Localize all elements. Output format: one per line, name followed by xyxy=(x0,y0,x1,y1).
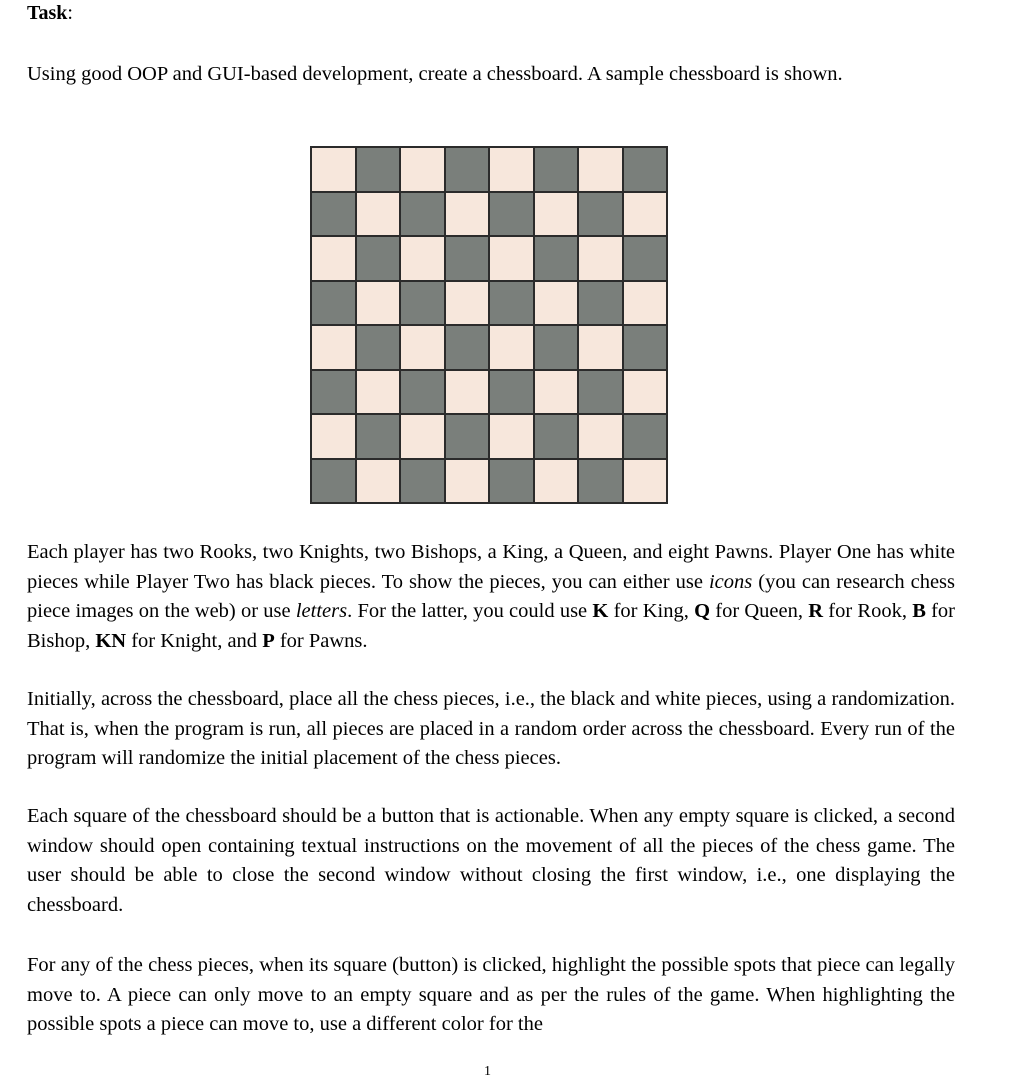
board-square-dark xyxy=(489,281,534,326)
board-square-light xyxy=(578,414,623,459)
rook-letter: R xyxy=(808,600,824,622)
board-square-dark xyxy=(400,281,445,326)
board-square-light xyxy=(400,236,445,281)
board-square-dark xyxy=(623,147,668,192)
board-square-dark xyxy=(400,459,445,504)
board-square-dark xyxy=(400,370,445,415)
pieces-text-9: for Pawns. xyxy=(274,629,368,652)
board-square-dark xyxy=(489,192,534,237)
board-square-light xyxy=(356,281,401,326)
board-square-light xyxy=(489,147,534,192)
board-square-light xyxy=(356,459,401,504)
pieces-text-2: (you can research chess piece images on the web) or use xyxy=(27,570,955,622)
board-square-dark xyxy=(445,147,490,192)
task-heading-label: Task xyxy=(27,2,68,24)
board-square-light xyxy=(445,192,490,237)
pieces-text-1: Each player has two Rooks, two Knights, two Bishops, a King, a Queen, and eight Pawns. Player One has white pieces while Player Two has black pieces. To show the pieces, you can either use xyxy=(27,541,955,593)
highlight-paragraph: For any of the chess pieces, when its square (button) is clicked, highlight the possible spots that piece can legally move to. A piece can only move to an empty square and as per the rules of the game. When highlighting the possible spots a piece can move to, use a different color for the xyxy=(27,954,955,1035)
board-square-dark xyxy=(311,459,356,504)
board-square-dark xyxy=(578,459,623,504)
board-square-light xyxy=(623,459,668,504)
board-square-light xyxy=(489,325,534,370)
board-square-light xyxy=(445,459,490,504)
pieces-text-5: for Queen, xyxy=(710,600,809,622)
board-square-dark xyxy=(534,236,579,281)
intro-paragraph: Using good OOP and GUI-based development, create a chessboard. A sample chessboard is shown. xyxy=(27,63,843,85)
pieces-text-6: for Rook, xyxy=(823,600,913,622)
letters-term: letters xyxy=(295,600,348,622)
board-square-light xyxy=(534,281,579,326)
board-square-dark xyxy=(489,459,534,504)
page-number: 1 xyxy=(484,1064,491,1079)
board-square-dark xyxy=(356,147,401,192)
board-square-dark xyxy=(445,236,490,281)
board-square-light xyxy=(356,370,401,415)
board-square-light xyxy=(578,147,623,192)
pieces-text-8: for Knight, and xyxy=(126,629,263,652)
board-square-dark xyxy=(534,414,579,459)
pieces-text-3: . For the latter, you could use xyxy=(347,600,593,622)
pieces-paragraph xyxy=(27,538,955,656)
board-square-dark xyxy=(356,236,401,281)
board-square-dark xyxy=(578,370,623,415)
board-square-dark xyxy=(311,192,356,237)
board-square-light xyxy=(311,236,356,281)
board-square-dark xyxy=(623,414,668,459)
board-square-dark xyxy=(534,325,579,370)
board-square-light xyxy=(623,192,668,237)
board-square-dark xyxy=(489,370,534,415)
icons-term: icons xyxy=(708,570,753,593)
task-heading xyxy=(27,2,73,25)
board-square-light xyxy=(311,147,356,192)
board-square-dark xyxy=(445,325,490,370)
board-square-light xyxy=(534,192,579,237)
board-square-light xyxy=(578,236,623,281)
king-letter: K xyxy=(592,600,609,622)
board-square-light xyxy=(489,236,534,281)
pieces-text-7: for Bishop, xyxy=(27,600,956,652)
board-square-light xyxy=(534,370,579,415)
board-square-dark xyxy=(356,325,401,370)
pawn-letter: P xyxy=(262,629,275,652)
knight-letters: KN xyxy=(95,629,127,652)
queen-letter: Q xyxy=(694,600,711,622)
board-square-dark xyxy=(400,192,445,237)
pieces-text-4: for King, xyxy=(608,600,695,622)
board-square-dark xyxy=(311,281,356,326)
buttons-paragraph: Each square of the chessboard should be a button that is actionable. When any empty square is clicked, a second window should open containing textual instructions on the movement of all the pieces of the chess game. The user should be able to close the second window without closing the first window, i.e., one displaying the chessboard. xyxy=(27,805,955,916)
board-square-light xyxy=(400,325,445,370)
board-square-dark xyxy=(356,414,401,459)
board-square-light xyxy=(400,414,445,459)
board-square-dark xyxy=(311,370,356,415)
bishop-letter: B xyxy=(912,600,926,622)
board-square-light xyxy=(356,192,401,237)
board-square-dark xyxy=(534,147,579,192)
board-square-dark xyxy=(445,414,490,459)
board-square-dark xyxy=(623,236,668,281)
board-square-light xyxy=(311,325,356,370)
board-square-light xyxy=(534,459,579,504)
randomization-paragraph: Initially, across the chessboard, place all the chess pieces, i.e., the black and white pieces, using a randomization. That is, when the program is run, all pieces are placed in a random order across the chessboard. Every run of the program will randomize the initial placement of the chess pieces. xyxy=(27,688,955,769)
board-square-light xyxy=(311,414,356,459)
board-square-light xyxy=(578,325,623,370)
chessboard xyxy=(310,146,668,504)
task-heading-colon: : xyxy=(67,2,73,24)
board-square-light xyxy=(623,370,668,415)
board-square-light xyxy=(400,147,445,192)
board-square-light xyxy=(445,370,490,415)
board-square-light xyxy=(489,414,534,459)
board-square-dark xyxy=(578,192,623,237)
board-square-dark xyxy=(623,325,668,370)
board-square-light xyxy=(623,281,668,326)
board-square-dark xyxy=(578,281,623,326)
board-square-light xyxy=(445,281,490,326)
